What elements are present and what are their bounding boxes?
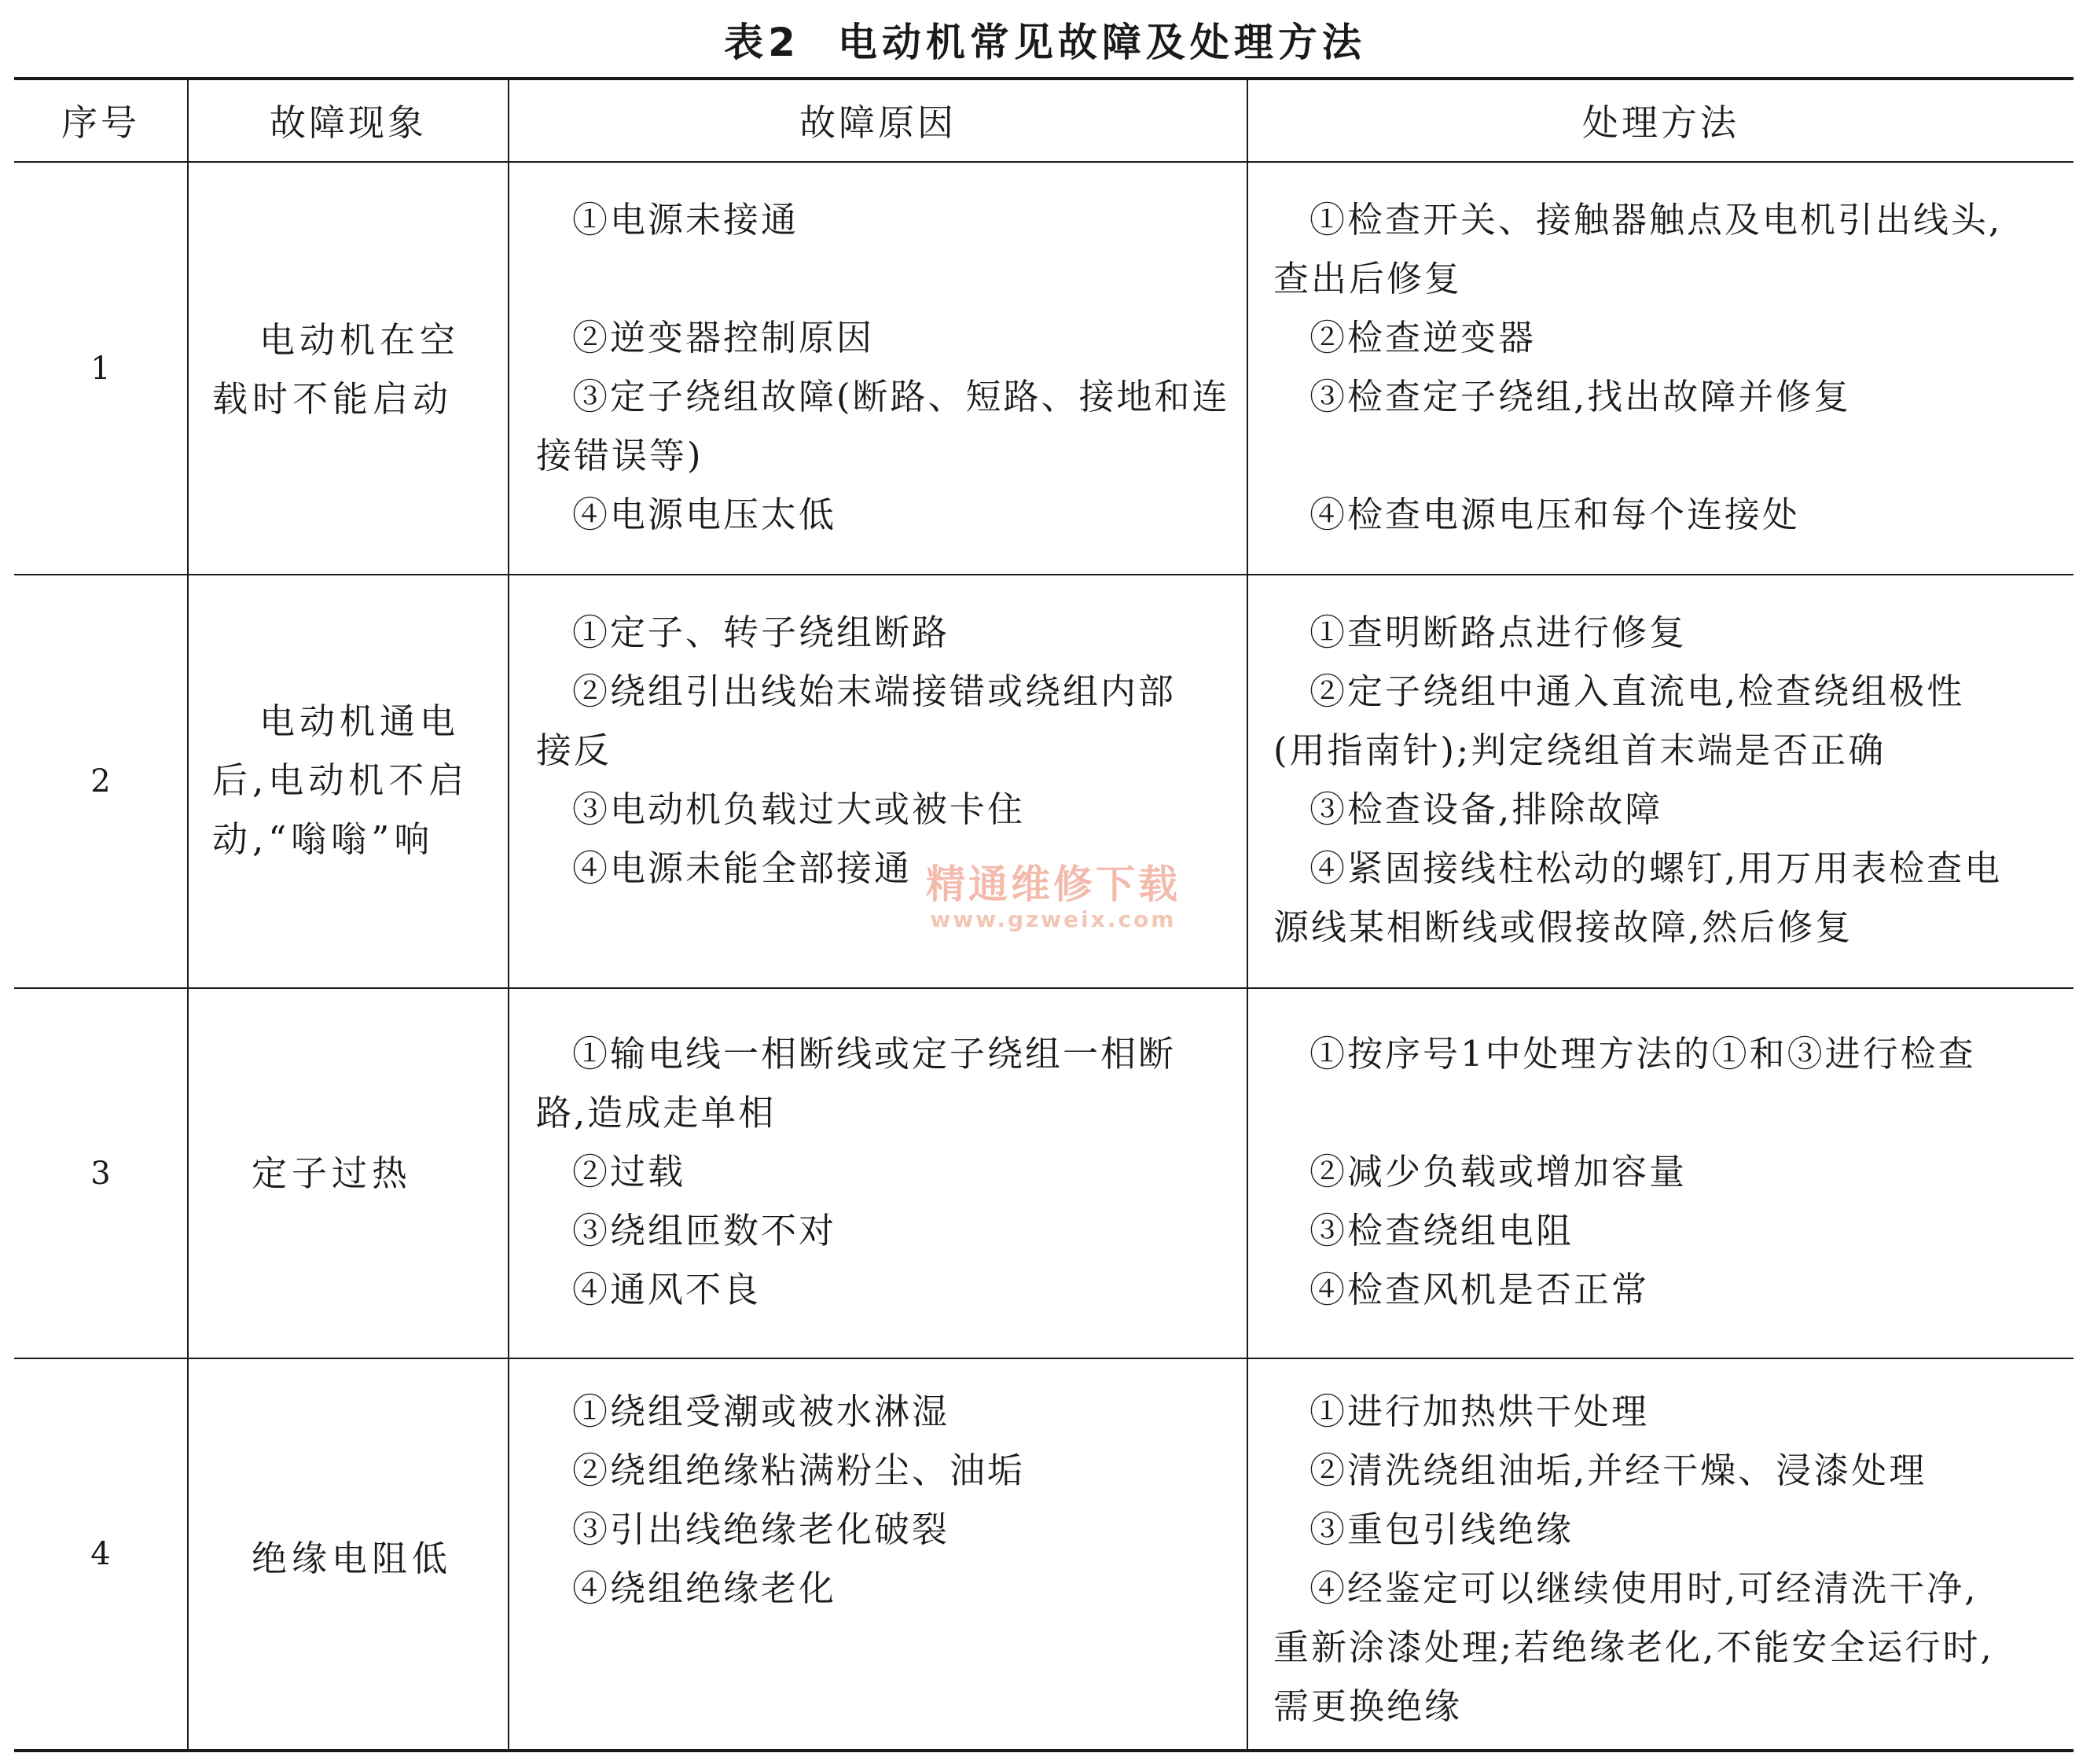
cause-line: 接错误等) (536, 435, 703, 476)
cause-line: ①绕组受潮或被水淋湿 (572, 1391, 950, 1432)
cause-line: ②过载 (572, 1151, 686, 1193)
phenomenon-line: 定子过热 (252, 1152, 413, 1194)
cause-line: ①电源未接通 (572, 199, 799, 241)
header-method: 处理方法 (1582, 101, 1739, 144)
watermark (912, 853, 1195, 932)
phenomenon-line: 动,“嗡嗡”响 (212, 818, 435, 860)
header-cause: 故障原因 (799, 101, 957, 144)
watermark-url: www.gzweix.com (930, 906, 1177, 932)
column-divider (187, 79, 189, 1751)
method-line: ④检查电源电压和每个连接处 (1309, 494, 1801, 535)
column-divider (508, 79, 509, 1751)
row-seq: 2 (90, 763, 111, 799)
method-line: 需更换绝缘 (1273, 1685, 1463, 1727)
phenomenon-line: 电动机通电 (259, 700, 461, 742)
method-line: ①查明断路点进行修复 (1309, 612, 1688, 653)
cause-line: ④绕组绝缘老化 (572, 1567, 837, 1609)
row-divider (14, 574, 2073, 575)
row-phenomenon (212, 1529, 487, 1588)
cause-line: ④通风不良 (572, 1269, 762, 1310)
cause-line: ②绕组引出线始末端接错或绕组内部 (572, 671, 1177, 712)
method-line: ②定子绕组中通入直流电,检查绕组极性 (1309, 671, 1965, 712)
cause-line: 路,造成走单相 (536, 1092, 777, 1134)
phenomenon-line: 载时不能启动 (212, 378, 454, 420)
cause-line: 接反 (536, 729, 612, 771)
method-line: ①检查开关、接触器触点及电机引出线头, (1309, 199, 2003, 241)
method-line: ③检查绕组电阻 (1309, 1210, 1574, 1251)
cause-line: ①输电线一相断线或定子绕组一相断 (572, 1033, 1177, 1075)
method-line: ③重包引线绝缘 (1309, 1509, 1574, 1550)
method-line: ②减少负载或增加容量 (1309, 1151, 1688, 1193)
method-line: ④紧固接线柱松动的螺钉,用万用表检查电 (1309, 847, 2003, 889)
phenomenon-line: 后,电动机不启 (212, 759, 469, 801)
cause-line: ②逆变器控制原因 (572, 317, 875, 358)
row-phenomenon (212, 1144, 487, 1203)
method-line: 查出后修复 (1273, 258, 1463, 300)
method-line: ②检查逆变器 (1309, 317, 1537, 358)
header-phenomenon: 故障现象 (270, 101, 427, 144)
caption-title: 电动机常见故障及处理方法 (837, 20, 1366, 65)
cause-line: ③定子绕组故障(断路、短路、接地和连 (572, 376, 1230, 417)
row-seq: 4 (90, 1536, 111, 1572)
method-line: ②清洗绕组油垢,并经干燥、浸漆处理 (1309, 1450, 1927, 1491)
row-divider (14, 1358, 2073, 1359)
cause-line: ③绕组匝数不对 (572, 1210, 837, 1251)
caption-number: 表2 (724, 20, 800, 65)
row-seq: 1 (90, 350, 111, 387)
watermark-name: 精通维修下载 (926, 862, 1181, 907)
method-line: ④检查风机是否正常 (1309, 1269, 1650, 1310)
method-line: ①进行加热烘干处理 (1309, 1391, 1650, 1432)
method-line: ④经鉴定可以继续使用时,可经清洗干净, (1309, 1567, 1978, 1609)
cause-line: ④电源电压太低 (572, 494, 837, 535)
table-caption (0, 11, 2090, 68)
cause-line: ④电源未能全部接通 (572, 847, 913, 889)
method-line: 源线某相断线或假接故障,然后修复 (1273, 906, 1853, 948)
row-seq: 3 (90, 1155, 111, 1192)
phenomenon-line: 电动机在空 (259, 319, 461, 361)
method-line: ③检查设备,排除故障 (1309, 788, 1663, 830)
column-divider (1247, 79, 1248, 1751)
row-phenomenon (212, 692, 487, 869)
row-phenomenon (212, 311, 487, 428)
method-line: 重新涂漆处理;若绝缘老化,不能安全运行时, (1273, 1626, 1994, 1668)
method-line: (用指南针);判定绕组首末端是否正确 (1273, 729, 1886, 771)
bottom-rule (14, 1749, 2073, 1752)
method-line: ③检查定子绕组,找出故障并修复 (1309, 376, 1852, 417)
cause-line: ③电动机负载过大或被卡住 (572, 788, 1026, 830)
row-divider (14, 987, 2073, 989)
cause-line: ③引出线绝缘老化破裂 (572, 1509, 950, 1550)
cause-line: ②绕组绝缘粘满粉尘、油垢 (572, 1450, 1026, 1491)
header-seq: 序号 (61, 101, 140, 144)
cause-line: ①定子、转子绕组断路 (572, 612, 950, 653)
phenomenon-line: 绝缘电阻低 (252, 1538, 453, 1579)
method-line: ①按序号1中处理方法的①和③进行检查 (1309, 1033, 1976, 1075)
